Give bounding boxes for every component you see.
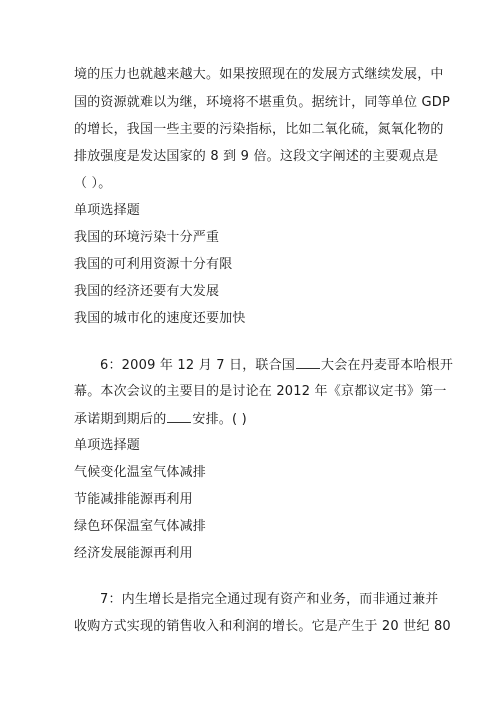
q6-text-part-d: 安排。( ): [192, 412, 247, 427]
q7-text-line-1: 7：内生增长是指完全通过现有资产和业务，而非通过兼并: [100, 592, 439, 607]
q5-text-line-1: 境的压力也就越来越大。如果按照现在的发展方式继续发展，中: [74, 67, 444, 82]
q6-text-part-c: 承诺期到期后的: [74, 412, 167, 427]
q7-text-line-2: 收购方式实现的销售收入和利润的增长。它是产生于 20 世纪 80: [74, 619, 451, 634]
q6-question-type: 单项选择题: [74, 438, 141, 453]
q6-text-part-a: 6：2009 年 12 月 7 日，联合国: [100, 358, 296, 373]
q6-text-part-b: 大会在丹麦哥本哈根开: [321, 358, 454, 373]
q5-option-c[interactable]: 我国的经济还要有大发展: [74, 284, 220, 299]
q5-text-line-4: 排放强度是发达国家的 8 到 9 倍。这段文字阐述的主要观点是: [74, 149, 439, 164]
q5-option-b[interactable]: 我国的可利用资源十分有限: [74, 257, 233, 272]
q6-option-a[interactable]: 气候变化温室气体减排: [74, 465, 207, 480]
q5-option-d[interactable]: 我国的城市化的速度还要加快: [74, 311, 246, 326]
q5-text-line-2: 国的资源就难以为继，环境将不堪重负。据统计，同等单位 GDP: [74, 95, 451, 110]
q6-option-d[interactable]: 经济发展能源再利用: [74, 546, 193, 561]
q6-blank-1: [296, 356, 320, 369]
q6-option-b[interactable]: 节能减排能源再利用: [74, 492, 193, 507]
q5-question-type: 单项选择题: [74, 203, 141, 218]
q6-text-line-3: [74, 410, 434, 429]
q5-text-line-3: 的增长，我国一些主要的污染指标，比如二氧化硫，氮氧化物的: [74, 122, 444, 137]
q5-option-a[interactable]: 我国的环境污染十分严重: [74, 230, 220, 245]
q6-text-line-1: [100, 356, 460, 375]
q6-option-c[interactable]: 绿色环保温室气体减排: [74, 519, 207, 534]
q5-text-line-5: （ ）。: [74, 176, 112, 191]
q6-text-line-2: 幕。本次会议的主要目的是讨论在 2012 年《京都议定书》第一: [74, 384, 447, 399]
q6-blank-2: [167, 410, 191, 423]
